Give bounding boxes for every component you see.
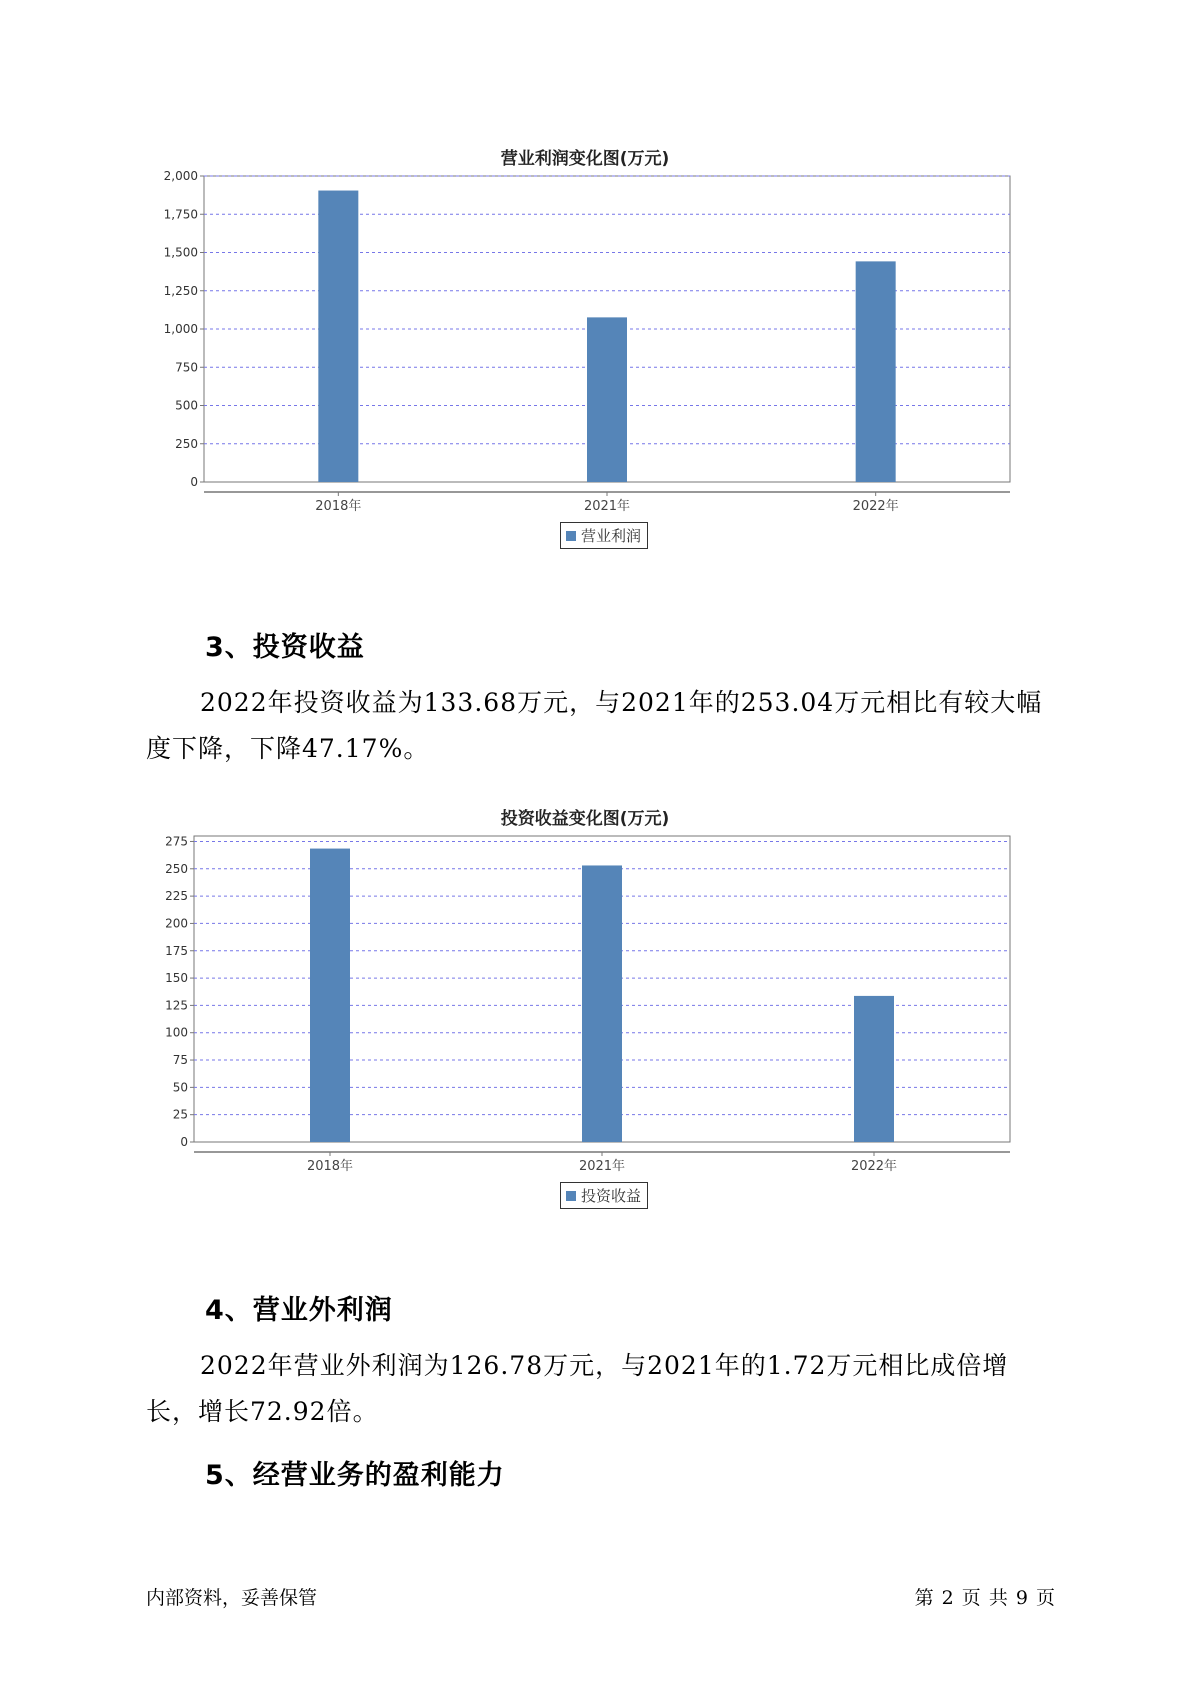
- y-tick-label: 175: [165, 943, 188, 958]
- y-tick-label: 0: [180, 1135, 188, 1149]
- chart-legend: [560, 1182, 648, 1209]
- x-tick-label: 2021年: [578, 1159, 626, 1174]
- y-tick-label: 75: [172, 1053, 188, 1068]
- y-tick-label: 2,000: [163, 169, 198, 183]
- bar: [854, 996, 894, 1142]
- legend-label: 投资收益: [581, 1187, 642, 1205]
- operating-profit-chart: [150, 140, 1020, 580]
- y-tick-label: 1,250: [163, 283, 198, 298]
- y-tick-label: 500: [175, 398, 198, 413]
- section-paragraph: 2022年营业外利润为126.78万元，与2021年的1.72万元相比成倍增长，增长72.92倍。: [146, 1351, 1009, 1426]
- y-tick-label: 225: [165, 889, 188, 904]
- y-tick-label: 100: [165, 1025, 188, 1040]
- bar: [318, 191, 358, 482]
- footer-confidential-note: 内部资料，妥善保管: [146, 1587, 318, 1609]
- bar: [856, 261, 896, 482]
- y-tick-label: 750: [175, 360, 198, 375]
- x-tick-label: 2021年: [583, 499, 631, 514]
- section-paragraph: 2022年投资收益为133.68万元，与2021年的253.04万元相比有较大幅度下降，下降47.17%。: [146, 688, 1043, 763]
- legend-swatch: [566, 531, 576, 541]
- bar: [582, 865, 622, 1142]
- section-heading: 4、营业外利润: [205, 1295, 393, 1326]
- y-tick-label: 50: [172, 1080, 188, 1095]
- bar: [587, 317, 627, 482]
- legend-label: 营业利润: [581, 527, 642, 545]
- chart-title: 营业利润变化图(万元): [500, 149, 670, 169]
- bar: [310, 849, 350, 1142]
- y-tick-label: 200: [165, 916, 188, 931]
- y-tick-label: 25: [172, 1107, 188, 1122]
- y-tick-label: 150: [165, 971, 188, 986]
- y-tick-label: 1,750: [163, 207, 198, 222]
- y-tick-label: 250: [175, 436, 198, 451]
- x-tick-label: 2022年: [852, 499, 899, 514]
- x-tick-label: 2022年: [850, 1159, 898, 1174]
- x-tick-label: 2018年: [315, 499, 362, 514]
- chart-legend: [560, 522, 648, 549]
- operating-profit-chart-svg: [150, 170, 1020, 570]
- y-tick-label: 250: [165, 861, 188, 876]
- y-tick-label: 1,500: [163, 245, 198, 260]
- chart-title: 投资收益变化图(万元): [500, 809, 670, 829]
- y-tick-label: 1,000: [163, 322, 198, 336]
- legend-swatch: [566, 1191, 576, 1201]
- y-tick-label: 0: [190, 475, 198, 489]
- investment-income-chart: [150, 800, 1020, 1240]
- y-tick-label: 275: [165, 834, 188, 849]
- footer-page-number: 第 2 页 共 9 页: [914, 1587, 1056, 1609]
- investment-income-chart-svg: [150, 830, 1020, 1230]
- section-heading: 5、经营业务的盈利能力: [205, 1460, 505, 1491]
- x-tick-label: 2018年: [306, 1159, 354, 1174]
- y-tick-label: 125: [165, 998, 188, 1013]
- section-heading: 3、投资收益: [205, 632, 365, 663]
